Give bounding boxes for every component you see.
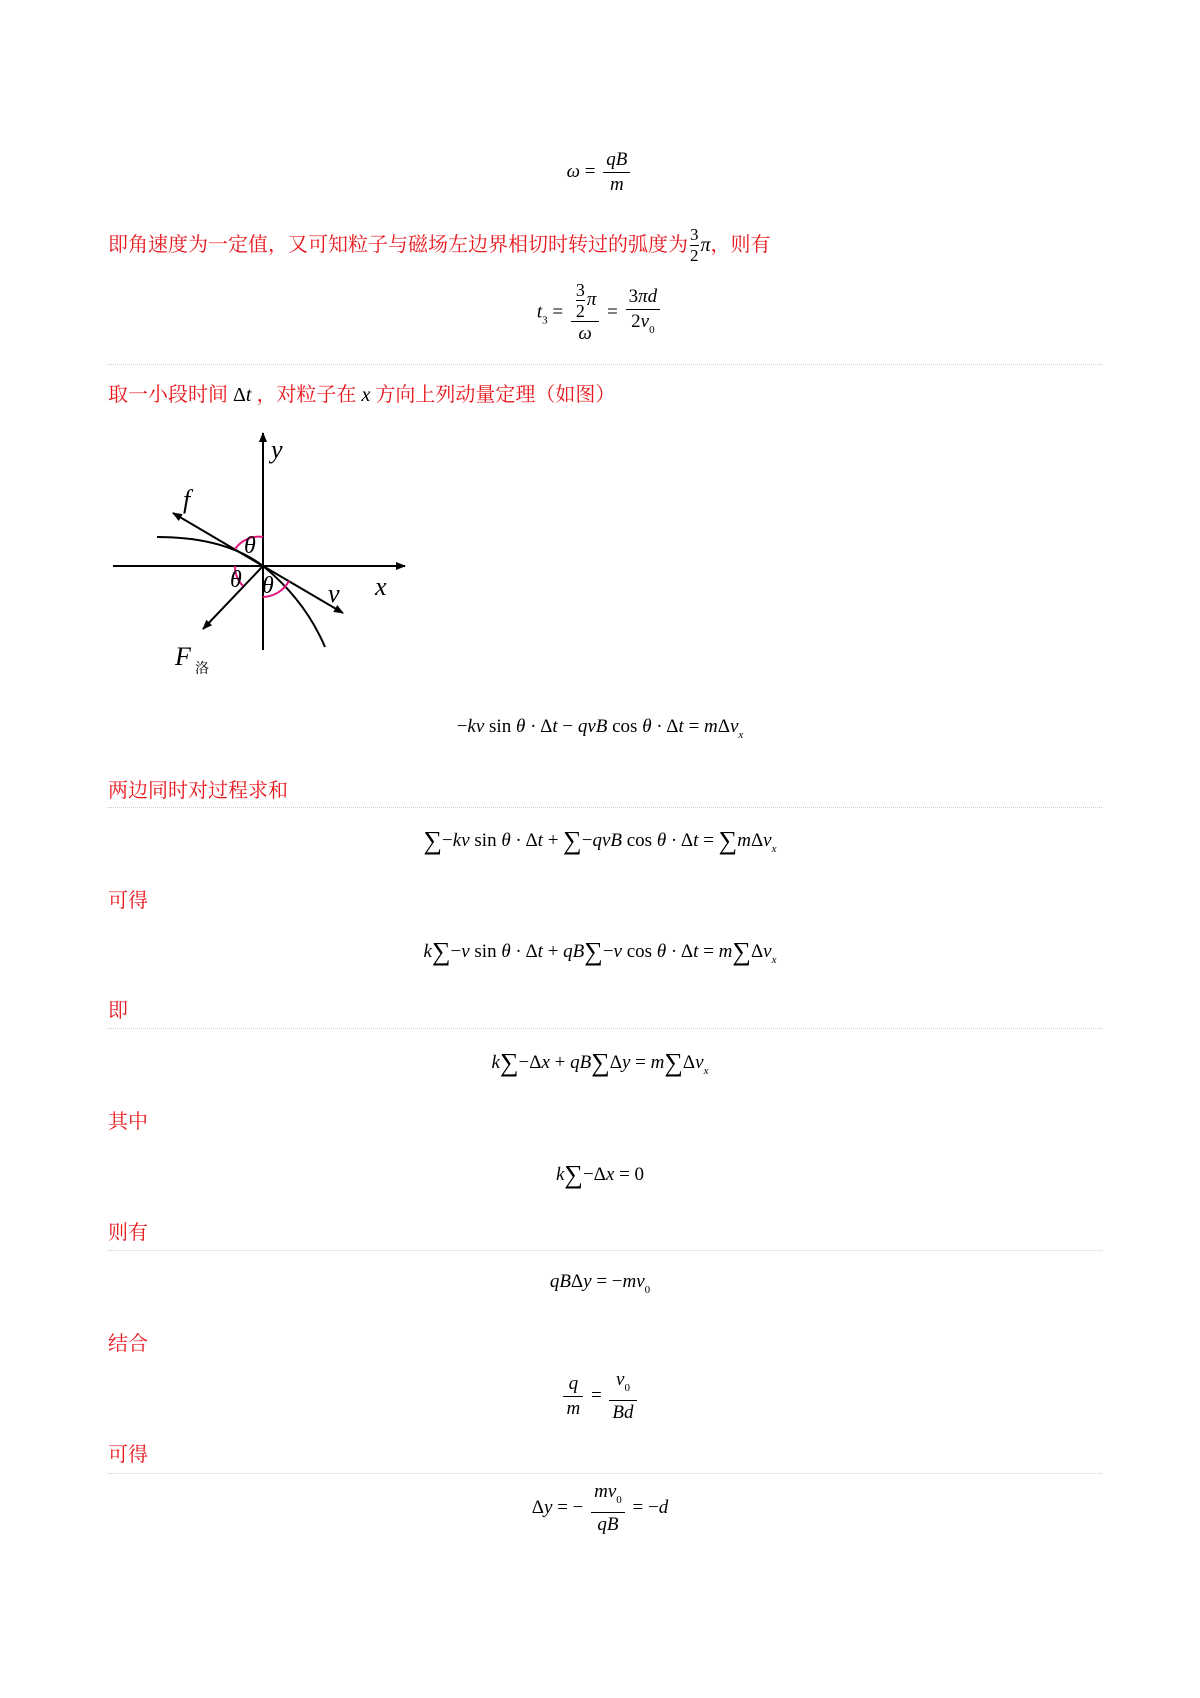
label-F: F <box>175 642 191 671</box>
text-angular-velocity: 即角速度为一定值，又可知粒子与磁场左边界相切时转过的弧度为 $\frac{3}{2}$ π，则有 <box>108 225 771 265</box>
equation-result: Δy = − $\frac{mv_0}{qB}$ = −d <box>531 1481 669 1535</box>
divider <box>108 1473 1102 1474</box>
equation-omega: ω = $\frac{qB}{m}$ <box>0 148 1200 197</box>
theta-label-bottom: θ <box>262 573 274 599</box>
label-v: v <box>328 579 340 608</box>
fraction-three-halves: $\frac{3}{2}$ <box>690 225 699 265</box>
text-then: 则有 <box>108 1220 148 1244</box>
equation-sum: ∑−kv sin θ · Δt + ∑−qvB cos θ · Δt = ∑mΔv$_x$ <box>423 826 777 855</box>
text-momentum-theorem: 取一小段时间 Δt ，对粒子在 x 方向上列动量定理（如图） <box>108 382 616 406</box>
equation-zero: k∑−Δx = 0 <box>555 1160 645 1189</box>
text-combine: 结合 <box>108 1331 148 1355</box>
label-F-subscript: 洛 <box>195 662 209 677</box>
divider <box>108 364 1102 365</box>
y-axis-label: y <box>271 435 283 464</box>
equation-factored: k∑−v sin θ · Δt + qB∑−v $\cos \theta \cdot \Delta t = m\sum\Delta v_x$ <box>423 937 777 966</box>
equation-momentum: −kv sin θ · Δt − qvB cos θ · Δt = mΔv$_x$ <box>456 716 744 741</box>
text-obtain-2: 可得 <box>108 1442 148 1466</box>
divider <box>108 807 1102 808</box>
text-namely: 即 <box>108 998 128 1022</box>
text-where: 其中 <box>108 1109 148 1133</box>
equation-charge-mass: $\frac{q}{m}$ = $\frac{v_0}{Bd}$ <box>0 1368 1200 1425</box>
equation-displacement: $k\sum-\Delta x + qB\sum\Delta y = m\sum\Delta v_x$ <box>491 1048 709 1077</box>
theta-label-left: θ <box>230 567 242 593</box>
text-obtain-1: 可得 <box>108 888 148 912</box>
equation-qb-dy: $qB\Delta y = -mv_0$ <box>549 1271 651 1296</box>
theta-label-top: θ <box>244 533 256 559</box>
force-diagram <box>105 425 425 685</box>
x-axis-label: x <box>375 572 387 601</box>
divider <box>108 1250 1102 1251</box>
text-sum-both-sides: 两边同时对过程求和 <box>108 778 288 802</box>
divider <box>108 1028 1102 1029</box>
label-f: f <box>183 485 191 514</box>
equation-t3: $t_3$ = $\frac{3}{2}$ π ω = $\frac{3\pi d}{2v_0}$ <box>0 280 1200 346</box>
